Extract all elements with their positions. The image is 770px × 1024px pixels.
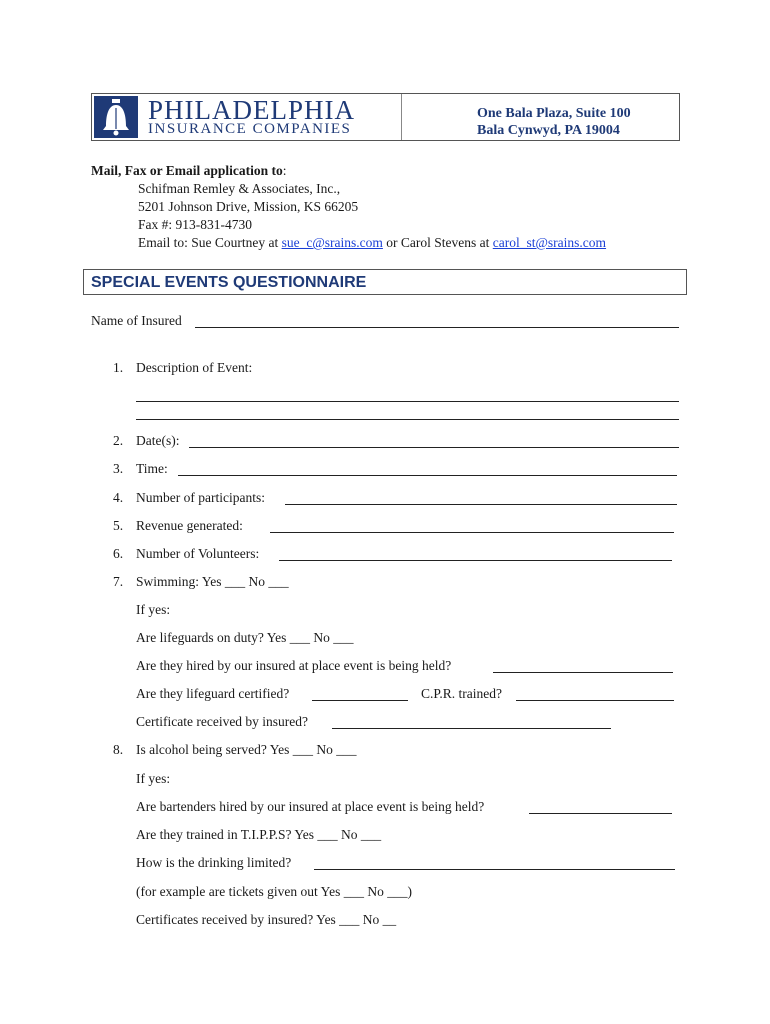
email-link-carol[interactable]: carol_st@srains.com	[492, 235, 607, 250]
email-link-sue[interactable]: sue_c@srains.com	[281, 235, 383, 250]
q7-if-yes: If yes:	[136, 602, 171, 617]
q1-field-line-2[interactable]	[136, 419, 679, 420]
q2-label: Date(s):	[136, 433, 180, 448]
q7-swimming[interactable]: Swimming: Yes ___ No ___	[136, 574, 289, 589]
q7-cpr-trained-field[interactable]	[516, 700, 674, 701]
q1-number: 1.	[113, 360, 124, 375]
name-of-insured-field[interactable]	[195, 327, 679, 328]
q5-label: Revenue generated:	[136, 518, 243, 533]
q5-number: 5.	[113, 518, 124, 533]
q1-field-line-1[interactable]	[136, 401, 679, 402]
q8-bartenders-label: Are bartenders hired by our insured at place event is being held?	[136, 799, 485, 814]
q8-if-yes: If yes:	[136, 771, 171, 786]
q7-lifeguard-certified-label: Are they lifeguard certified?	[136, 686, 290, 701]
q8-certificates[interactable]: Certificates received by insured? Yes ___ No __	[136, 912, 397, 927]
q7-lifeguards-hired-label: Are they hired by our insured at place event is being held?	[136, 658, 452, 673]
address-line-1: One Bala Plaza, Suite 100	[477, 106, 631, 121]
q6-label: Number of Volunteers:	[136, 546, 260, 561]
q6-number: 6.	[113, 546, 124, 561]
name-of-insured-label: Name of Insured	[91, 313, 182, 328]
q3-field[interactable]	[178, 475, 677, 476]
q4-field[interactable]	[285, 504, 677, 505]
q7-lifeguard-certified-field[interactable]	[312, 700, 408, 701]
mail-to-colon: :	[282, 163, 287, 178]
mail-to-street: 5201 Johnson Drive, Mission, KS 66205	[138, 199, 359, 214]
q7-cpr-trained-label: C.P.R. trained?	[421, 686, 502, 701]
q4-number: 4.	[113, 490, 124, 505]
address-line-2: Bala Cynwyd, PA 19004	[477, 123, 620, 138]
q7-number: 7.	[113, 574, 124, 589]
mail-to-heading	[91, 163, 287, 179]
form-title: SPECIAL EVENTS QUESTIONNAIRE	[91, 274, 367, 291]
q8-drinking-limited-label: How is the drinking limited?	[136, 855, 292, 870]
liberty-bell-logo-icon	[94, 96, 138, 138]
q7-lifeguards-on-duty[interactable]: Are lifeguards on duty? Yes ___ No ___	[136, 630, 354, 645]
mail-to-company: Schifman Remley & Associates, Inc.,	[138, 181, 341, 196]
q8-tickets[interactable]: (for example are tickets given out Yes ___ No ___)	[136, 884, 412, 899]
q1-label: Description of Event:	[136, 360, 253, 375]
q5-field[interactable]	[270, 532, 674, 533]
q8-tipps-trained[interactable]: Are they trained in T.I.P.P.S? Yes ___ No ___	[136, 827, 382, 842]
brand-subtitle: INSURANCE COMPANIES	[148, 121, 352, 137]
q3-label: Time:	[136, 461, 168, 476]
brand-name: PHILADELPHIA	[148, 95, 355, 125]
q3-number: 3.	[113, 461, 124, 476]
q2-field[interactable]	[189, 447, 679, 448]
letterhead	[91, 93, 680, 141]
mail-to-email-line	[138, 235, 606, 251]
form-title-box	[83, 269, 687, 295]
mail-to-heading-text: Mail, Fax or Email application to	[91, 163, 283, 178]
mail-to-fax: Fax #: 913-831-4730	[138, 217, 252, 232]
q8-bartenders-field[interactable]	[529, 813, 672, 814]
q6-field[interactable]	[279, 560, 672, 561]
header-divider	[401, 94, 402, 140]
email-prefix: Email to: Sue Courtney at	[138, 235, 282, 250]
q8-number: 8.	[113, 742, 124, 757]
email-middle: or Carol Stevens at	[382, 235, 493, 250]
q7-certificate-field[interactable]	[332, 728, 611, 729]
q4-label: Number of participants:	[136, 490, 265, 505]
q8-drinking-limited-field[interactable]	[314, 869, 675, 870]
q7-lifeguards-hired-field[interactable]	[493, 672, 673, 673]
q7-certificate-label: Certificate received by insured?	[136, 714, 309, 729]
q8-alcohol[interactable]: Is alcohol being served? Yes ___ No ___	[136, 742, 357, 757]
q2-number: 2.	[113, 433, 124, 448]
